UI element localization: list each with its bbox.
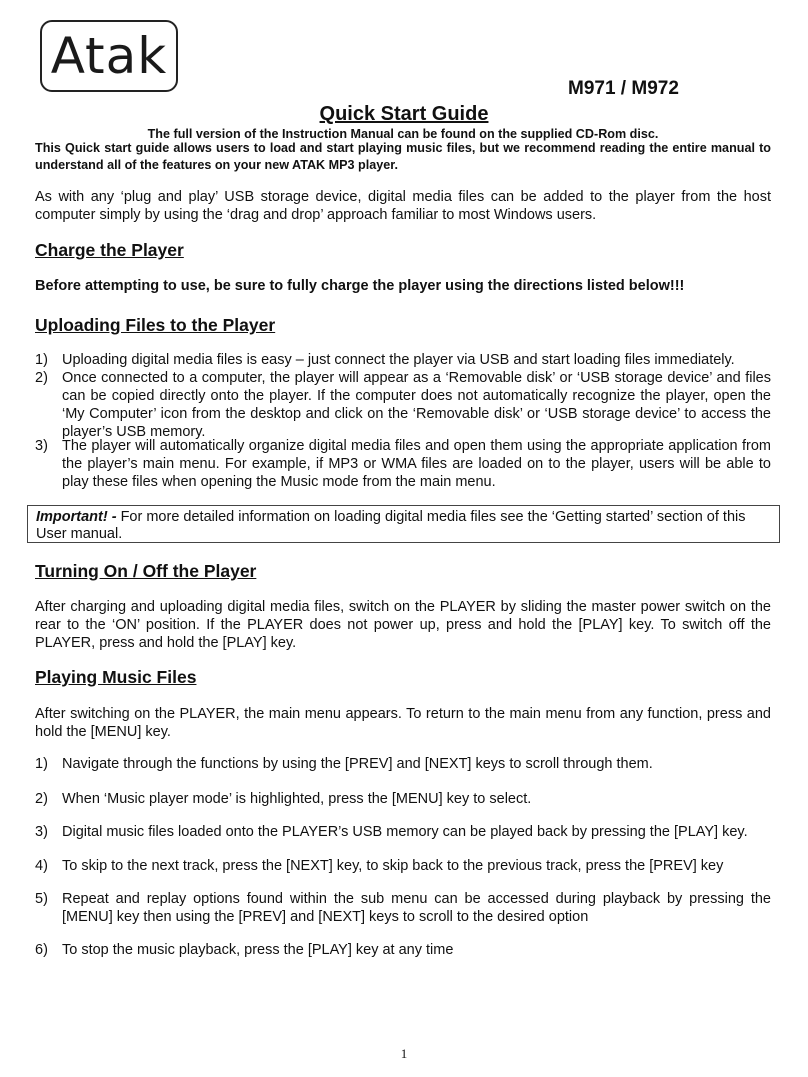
item-number: 2) xyxy=(35,791,48,807)
atak-logo xyxy=(40,20,178,92)
item-number: 3) xyxy=(35,438,48,454)
list-item xyxy=(35,941,771,959)
list-item xyxy=(35,857,771,875)
item-text: The player will automatically organize digital media files and open them using the appropriate application from the player’s main menu. For example, if MP3 or WMA files are loaded on to the player, users will be able to play these files when opening the Music mode from the main menu. xyxy=(62,438,771,490)
list-item xyxy=(35,755,771,773)
heading-uploading: Uploading Files to the Player xyxy=(35,315,276,335)
logo-text: Atak xyxy=(50,27,168,85)
page-title: Quick Start Guide xyxy=(319,103,489,125)
item-text: To skip to the next track, press the [NEXT] key, to skip back to the previous track, press the [PREV] key xyxy=(62,858,724,874)
item-text: Navigate through the functions by using the [PREV] and [NEXT] keys to scroll through them. xyxy=(62,756,653,772)
important-text: For more detailed information on loading digital media files see the ‘Getting started’ section of this User manual. xyxy=(36,509,746,542)
list-item xyxy=(35,790,771,808)
intro-bold: This Quick start guide allows users to load and start playing music files, but we recommend reading the entire manual to understand all of the features on your new ATAK MP3 player. xyxy=(35,141,771,172)
item-text: When ‘Music player mode’ is highlighted, press the [MENU] key to select. xyxy=(62,791,532,807)
item-text: Repeat and replay options found within the sub menu can be accessed during playback by pressing the [MENU] key then using the [PREV] and [NEXT] keys to scroll to the desired option xyxy=(62,891,771,925)
item-number: 1) xyxy=(35,756,48,772)
heading-playing: Playing Music Files xyxy=(35,667,197,687)
item-number: 1) xyxy=(35,352,48,368)
list-item xyxy=(35,437,771,491)
item-number: 3) xyxy=(35,824,48,840)
turning-text: After charging and uploading digital media files, switch on the PLAYER by sliding the master power switch on the rear to the ‘ON’ position. If the PLAYER does not power up, press and hold the [PLAY] key. To switch off the PLAYER, press and hold the [PLAY] key. xyxy=(35,599,771,651)
item-text: Once connected to a computer, the player will appear as a ‘Removable disk’ or ‘USB storage device’ and files can be copied directly onto the player. If the computer does not automatically recognize the player, open the ‘My Computer’ icon from the desktop and click on the ‘Removable disk’ or ‘USB storage device’ to access the player’s USB memory. xyxy=(62,370,771,440)
item-number: 5) xyxy=(35,891,48,907)
list-item xyxy=(35,351,771,369)
list-item xyxy=(35,823,771,841)
subtitle: The full version of the Instruction Manual can be found on the supplied CD-Rom disc. xyxy=(147,127,659,141)
charge-text: Before attempting to use, be sure to fully charge the player using the directions listed below!!! xyxy=(35,278,685,294)
list-item xyxy=(35,369,771,441)
important-label: Important! - xyxy=(36,509,117,525)
item-text: To stop the music playback, press the [PLAY] key at any time xyxy=(62,942,454,958)
heading-charge: Charge the Player xyxy=(35,240,184,260)
item-text: Digital music files loaded onto the PLAYER’s USB memory can be played back by pressing the [PLAY] key. xyxy=(62,824,748,840)
playing-text: After switching on the PLAYER, the main menu appears. To return to the main menu from any function, press and hold the [MENU] key. xyxy=(35,706,771,740)
heading-turning: Turning On / Off the Player xyxy=(35,561,257,581)
item-number: 6) xyxy=(35,942,48,958)
item-text: Uploading digital media files is easy – just connect the player via USB and start loading files immediately. xyxy=(62,352,735,368)
important-note xyxy=(27,505,780,543)
intro-paragraph: As with any ‘plug and play’ USB storage device, digital media files can be added to the player from the host computer simply by using the ‘drag and drop’ approach familiar to most Windows users. xyxy=(35,189,771,223)
list-item xyxy=(35,890,771,926)
page-number: 1 xyxy=(400,1046,408,1061)
item-number: 4) xyxy=(35,858,48,874)
model-number: M971 / M972 xyxy=(568,78,679,99)
item-number: 2) xyxy=(35,370,48,386)
